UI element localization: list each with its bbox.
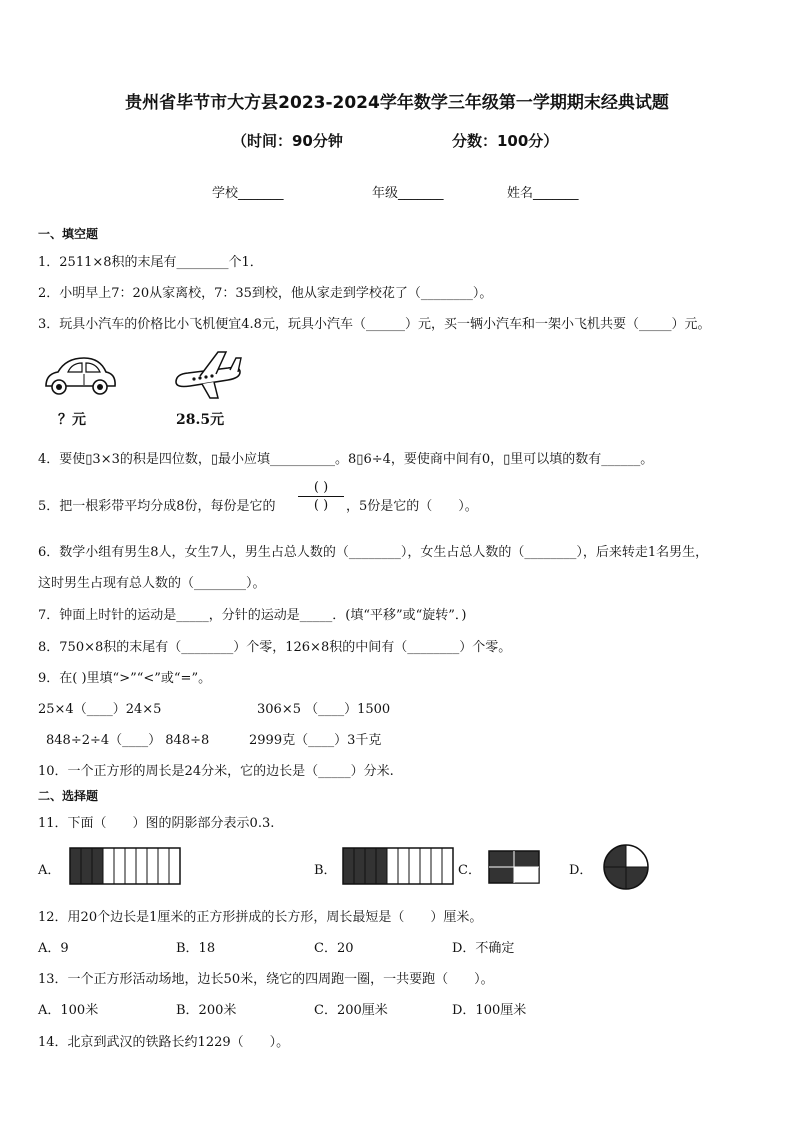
fraction-denominator: ( ) [313, 498, 329, 513]
question-11: 11．下面（ ）图的阴影部分表示0.3. [38, 816, 275, 831]
question-10: 10．一个正方形的周长是24分米，它的边长是（_____）分米. [38, 764, 394, 779]
grade-field: 年级_______ [372, 186, 444, 201]
question-9: 9．在( )里填“>”“<”或“=”。 [38, 671, 212, 686]
question-6-line-1: 6．数学小组有男生8人，女生7人，男生占总人数的（________），女生占总人数的（________），后来转走1名男生， [38, 545, 709, 560]
question-9-item-1: 25×4（____）24×5 [38, 702, 162, 717]
page-title: 贵州省毕节市大方县2023-2024学年数学三年级第一学期期末经典试题 [125, 93, 669, 113]
question-3: 3．玩具小汽车的价格比小飞机便宜4.8元，玩具小汽车（______）元，买一辆小汽车和一架小飞机共要（_____）元。 [38, 317, 711, 332]
section-choice: 二、选择题 [38, 789, 99, 803]
question-6-line-2: 这时男生占现有总人数的（________）。 [38, 576, 266, 591]
question-14: 14．北京到武汉的铁路长约1229（ ）。 [38, 1035, 290, 1050]
name-field: 姓名_______ [507, 186, 579, 201]
question-1: 1．2511×8积的末尾有________个1． [38, 255, 263, 270]
question-9-item-3: 848÷2÷4（____） 848÷8 [46, 733, 210, 748]
question-13: 13．一个正方形活动场地，边长50米，绕它的四周跑一圈，一共要跑（ ）。 [38, 972, 494, 987]
question-5-part-a: 5．把一根彩带平均分成8份，每份是它的 [38, 499, 276, 514]
option-11-c: C． [458, 863, 481, 878]
toy-plane-image [170, 346, 244, 402]
plane-price: 28.5元 [176, 412, 225, 428]
option-11-b: B． [314, 863, 337, 878]
option-13-d: D．100厘米 [452, 1003, 527, 1018]
option-12-c: C．20 [314, 941, 354, 956]
square-diagram-c [488, 850, 540, 884]
fraction-bar [298, 496, 344, 497]
fraction-blank [298, 480, 344, 513]
section-fill-blank: 一、填空题 [38, 227, 99, 241]
exam-time: （时间：90分钟 [232, 132, 343, 150]
option-13-c: C．200厘米 [314, 1003, 388, 1018]
strip-diagram-a [69, 847, 181, 885]
question-5-part-b: ，5份是它的（ ）。 [346, 499, 478, 514]
option-13-a: A．100米 [38, 1003, 99, 1018]
option-11-a: A． [38, 863, 61, 878]
question-8: 8．750×8积的末尾有（________）个零，126×8积的中间有（________）个零。 [38, 640, 512, 655]
option-12-a: A．9 [38, 941, 69, 956]
option-12-d: D．不确定 [452, 941, 515, 956]
strip-diagram-b [342, 847, 454, 885]
question-2: 2．小明早上7：20从家离校，7：35到校，他从家走到学校花了（________）。 [38, 286, 493, 301]
option-11-d: D． [569, 863, 593, 878]
toy-car-image [42, 352, 118, 400]
exam-score: 分数：100分） [452, 132, 559, 150]
school-field: 学校_______ [212, 186, 284, 201]
option-12-b: B．18 [176, 941, 216, 956]
question-9-item-2: 306×5 （____）1500 [257, 702, 391, 717]
car-price: ？元 [58, 412, 86, 428]
option-13-b: B．200米 [176, 1003, 237, 1018]
question-7: 7．钟面上时针的运动是_____，分针的运动是_____．(填“平移”或“旋转”．) [38, 608, 467, 623]
question-12: 12．用20个边长是1厘米的正方形拼成的长方形，周长最短是（ ）厘米。 [38, 910, 483, 925]
circle-diagram-d [602, 843, 650, 891]
question-4: 4．要使▯3×3的积是四位数，▯最小应填__________。8▯6÷4，要使商中间有0，▯里可以填的数有______。 [38, 452, 654, 467]
question-9-item-4: 2999克（____）3千克 [249, 733, 382, 748]
fraction-numerator: ( ) [313, 480, 329, 495]
